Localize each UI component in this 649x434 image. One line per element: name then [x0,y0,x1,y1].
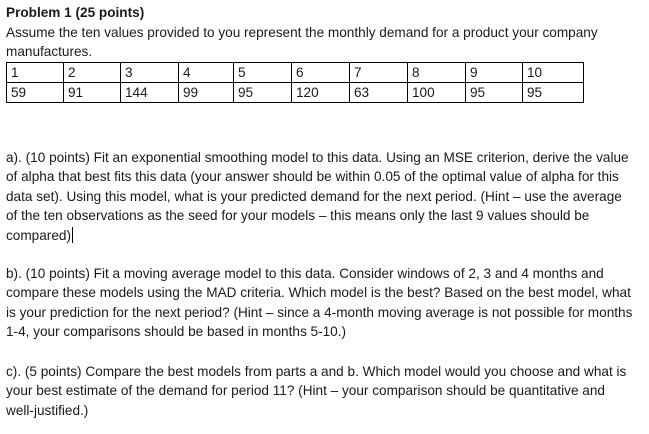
period-cell: 9 [466,63,523,83]
period-cell: 7 [350,63,408,83]
demand-cell: 63 [350,83,408,103]
demand-cell: 100 [408,83,466,103]
problem-intro: Assume the ten values provided to you represent the monthly demand for a product your company manufactures. [6,25,598,60]
part-c-paragraph[interactable]: c). (5 points) Compare the best models from parts a and b. Which model would you choose and what is your best estimate of the demand for period 11? (Hint – your comparison should be quantitative and well-justified.) [6,364,627,418]
period-cell: 4 [179,63,234,83]
period-cell: 1 [7,63,64,83]
problem-title: Problem 1 (25 points) [6,5,145,20]
demand-cell: 120 [292,83,350,103]
demand-table [6,62,584,103]
demand-cell: 99 [179,83,234,103]
period-row [7,63,584,83]
part-a-text: a). (10 points) Fit an exponential smoothing model to this data. Using an MSE criterion, derive the value of alpha that best fits this data (your answer should be within 0.05 of the optimal value of alpha for this data set). Using this model, what is your predicted demand for the next period. (Hint – use the average of the ten observations as the seed for your models – this means only the last 9 values should be compared) [6,150,629,243]
text-cursor [72,227,73,243]
demand-row [7,83,584,103]
period-cell: 5 [234,63,292,83]
period-cell: 2 [64,63,121,83]
period-cell: 8 [408,63,466,83]
period-cell: 3 [121,63,179,83]
part-a-paragraph[interactable] [6,148,636,245]
demand-cell: 59 [7,83,64,103]
demand-cell: 95 [466,83,523,103]
period-cell: 6 [292,63,350,83]
part-b-paragraph[interactable]: b). (10 points) Fit a moving average model to this data. Consider windows of 2, 3 and 4 months and compare these models using the MAD criteria. Which model is the best? Based on the best model, what is your prediction for the next period? (Hint – since a 4-month moving average is not possible for months 1-4, your comparisons should be based in months 5-10.) [6,266,633,340]
demand-cell: 95 [234,83,292,103]
demand-cell: 91 [64,83,121,103]
demand-cell: 144 [121,83,179,103]
demand-cell: 95 [523,83,584,103]
period-cell: 10 [523,63,584,83]
